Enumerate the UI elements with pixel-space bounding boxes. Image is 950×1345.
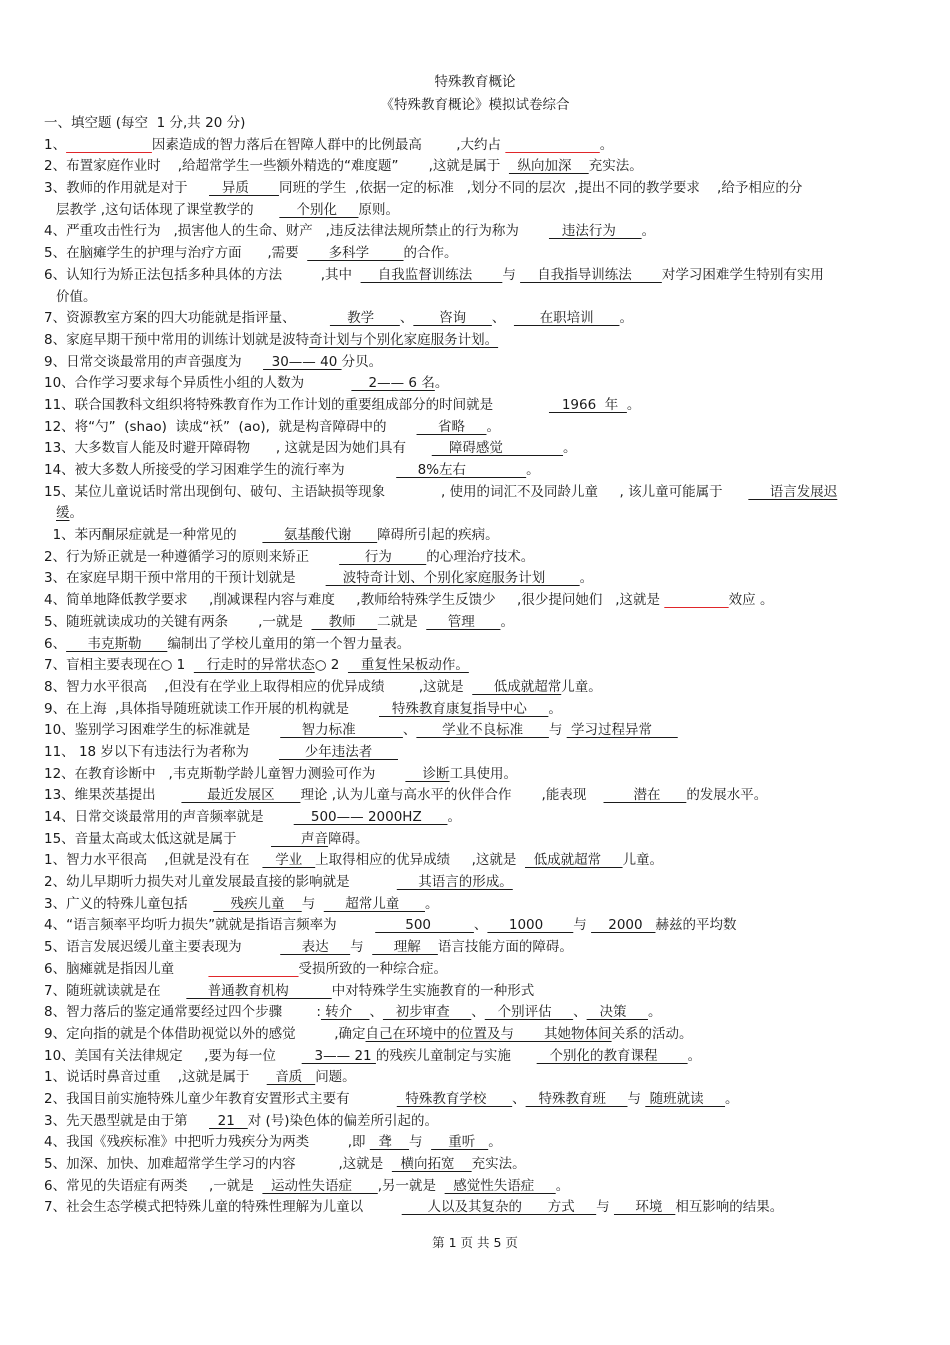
answer-fill: 波特奇计划、个别化家庭服务计划: [325, 570, 580, 587]
question-text: 10、美国有关法律规定 ,要为每一位: [44, 1047, 302, 1064]
answer-fill: 障碍感觉: [431, 440, 564, 457]
question-text: 层教学 ,这句话体现了课堂教学的: [56, 201, 280, 218]
question-text: 的发展水平。: [686, 787, 768, 804]
question-line: [44, 720, 914, 742]
answer-fill: 运动性失语症: [262, 1177, 378, 1194]
question-line: [44, 287, 914, 309]
answer-fill: 其语言的形成。: [396, 874, 513, 891]
question-text: 8、家庭早期干预中常用的训练计划就是波特: [44, 331, 310, 348]
question-text: 中对特殊学生实施教育的一种形式: [331, 982, 535, 999]
question-text: 相互影响的结果。: [675, 1199, 784, 1216]
question-text: 、: [512, 1090, 526, 1107]
blank-empty: [664, 592, 728, 608]
question-text: 。: [599, 136, 614, 153]
question-text: 10、合作学习要求每个异质性小组的人数为: [44, 375, 352, 392]
question-text: 工具使用。: [449, 765, 518, 782]
question-line: [44, 742, 914, 764]
answer-fill: 决策: [586, 1004, 648, 1021]
question-text: 。: [69, 505, 83, 522]
question-text: 儿童。: [622, 852, 664, 869]
answer-fill: 理解: [372, 939, 438, 956]
question-line: [44, 113, 914, 135]
question-text: 13、维果茨基提出: [44, 787, 182, 804]
answer-fill: 人以及其复杂的 方式: [401, 1199, 597, 1216]
question-text: 语言技能方面的障碍。: [437, 939, 573, 956]
question-text: 与: [596, 1199, 614, 1216]
question-text: 原则。: [358, 201, 399, 218]
question-text: ,另一就是: [377, 1177, 445, 1194]
question-text: 14、日常交谈最常用的声音频率就是: [44, 809, 294, 825]
answer-fill: 氨基酸代谢: [262, 527, 378, 544]
answer-fill: 学业: [262, 852, 316, 869]
question-text: 的残疾儿童制定与实施: [375, 1047, 537, 1064]
question-text: 。: [563, 440, 577, 457]
question-text: 1、智力水平很高 ,但就是没有在: [44, 852, 263, 869]
answer-fill: 学业不良标准: [416, 722, 549, 739]
question-text: 12、将“勺” (shao) 读成“袄” (ao), 就是构音障碍中的: [44, 418, 417, 435]
blank-empty: [66, 137, 152, 153]
question-line: [44, 612, 914, 634]
answer-fill: 少年违法者: [278, 743, 398, 760]
question-text: 。: [526, 462, 540, 478]
question-line: [44, 1089, 914, 1111]
question-text: 。: [447, 809, 461, 825]
answer-fill: 残疾儿童: [213, 895, 302, 912]
question-text: 。: [500, 613, 514, 630]
question-text: 。: [579, 570, 594, 587]
answer-fill: 重复性呆板动作。: [347, 657, 469, 674]
question-text: 理论 ,认为儿童与高水平的伙伴合作 ,能表现: [300, 787, 604, 804]
answer-fill: 重听: [431, 1134, 489, 1151]
question-text: 4、“语言频率平均听力损失”就就是指语言频率为: [44, 917, 376, 934]
answer-fill: 随班就读: [645, 1090, 726, 1107]
answer-fill: 咨询: [413, 310, 492, 327]
answer-fill: 普通教育机构: [186, 982, 332, 999]
question-text: 、: [573, 1004, 587, 1021]
question-line: [44, 655, 914, 677]
question-text: 1、说话时鼻音过重 ,这就是属于: [44, 1069, 267, 1086]
question-line: [44, 547, 914, 569]
blank-empty: [208, 961, 298, 977]
question-text: 3、教师的作用就是对于: [44, 180, 210, 197]
question-line: [44, 308, 914, 330]
question-text: 、: [471, 1004, 485, 1021]
question-text: 3、在家庭早期干预中常用的干预计划就是: [44, 570, 326, 587]
question-line: [44, 330, 914, 352]
answer-fill: 低成就超常: [525, 852, 623, 869]
answer-fill: 8%左右: [396, 462, 527, 478]
answer-fill: 低成就超常: [472, 678, 562, 695]
question-line: [44, 156, 914, 178]
question-line: [44, 677, 914, 699]
question-text: 6、: [44, 635, 67, 652]
answer-fill: 横向拓宽: [391, 1156, 472, 1172]
question-text: 二就是: [377, 613, 427, 630]
answer-fill: 个别评估: [484, 1004, 574, 1021]
question-text: 8、智力落后的鉴定通常要经过四个步骤 :: [44, 1004, 321, 1021]
question-text: 与: [502, 266, 521, 283]
question-line: [44, 807, 914, 829]
question-text: 5、在脑瘫学生的护理与治疗方面 ,需要: [44, 245, 308, 262]
question-line: [44, 503, 914, 525]
question-line: [44, 243, 914, 265]
answer-fill: 初步审查: [382, 1004, 472, 1021]
question-line: [44, 1067, 914, 1089]
question-text: 8、智力水平很高 ,但没有在学业上取得相应的优异成绩 ,这就是: [44, 678, 473, 695]
question-text: 12、在教育诊断中 ,韦克斯勒学龄儿童智力测验可作为: [44, 765, 406, 782]
answer-fill: 教师: [311, 613, 378, 630]
answer-fill: 行为: [339, 548, 427, 565]
question-line: [44, 872, 914, 894]
answer-fill: 自我监督训练法: [360, 266, 503, 283]
question-line: [44, 894, 914, 916]
answer-fill: 行走时的异常状态: [193, 657, 315, 674]
answer-fill: 2000: [591, 917, 656, 934]
answer-fill: 语言发展迟: [748, 483, 838, 500]
question-text: 。: [619, 310, 633, 327]
answer-fill: 学习过程异常: [566, 722, 678, 739]
question-text: 、: [402, 722, 417, 739]
question-text: 。: [488, 1134, 502, 1151]
question-line: [44, 460, 914, 482]
question-text: 充实法。: [588, 158, 643, 175]
question-text: 7、资源教室方案的四大功能就是指评量、: [44, 310, 330, 327]
answer-fill: 1000: [487, 917, 574, 934]
question-text: 与: [573, 917, 592, 934]
question-text: 2、我国目前实施特殊儿童少年教育安置形式主要有: [44, 1090, 397, 1107]
answer-fill: 纵向加深: [508, 158, 589, 175]
answer-fill: 特殊教育康复指导中心: [379, 700, 549, 717]
question-text: 对学习困难学生特别有实用: [661, 266, 824, 283]
question-text: 因素造成的智力落后在智障人群中的比例最高 ,大约占: [151, 136, 506, 153]
question-line: [44, 937, 914, 959]
question-line: [44, 1046, 914, 1068]
question-text: 。: [626, 396, 641, 413]
question-line: [44, 1111, 914, 1133]
question-text: 分贝。: [341, 353, 383, 370]
question-text: 4、简单地降低教学要求 ,削减课程内容与难度 ,教师给特殊学生反馈少 ,很少提问她们 ,这就是: [44, 592, 665, 609]
answer-fill: 在职培训: [513, 310, 620, 327]
answer-fill: 个别化: [279, 201, 359, 218]
question-text: 9、在上海 ,具体指导随班就读工作开展的机构就是: [44, 700, 380, 717]
answer-fill: 智力标准: [280, 722, 403, 739]
answer-fill: 自己在环境中的位置及与 其她物体间: [365, 1025, 612, 1042]
question-text: 3、先天愚型就是由于第: [44, 1112, 210, 1129]
page-footer: 第 1 页 共 5 页: [432, 1235, 518, 1250]
question-line: [44, 373, 914, 395]
question-line: [44, 568, 914, 590]
question-text: 。: [548, 700, 562, 717]
question-line: [44, 352, 914, 374]
question-text: 。: [434, 375, 449, 392]
answer-fill: 聋: [369, 1134, 410, 1151]
question-text: 10、鉴别学习困难学生的标准就是: [44, 722, 281, 739]
question-text: 充实法。: [471, 1156, 526, 1172]
question-text: 障碍。: [328, 830, 369, 847]
question-line: [44, 221, 914, 243]
answer-fill: 2—— 6 名: [351, 375, 435, 392]
question-text: 障碍所引起的疾病。: [377, 527, 499, 544]
answer-fill: 缓: [56, 505, 70, 522]
question-line: [44, 634, 914, 656]
question-line: [44, 850, 914, 872]
question-line: [44, 1024, 914, 1046]
answer-fill: 韦克斯勒: [66, 635, 168, 652]
question-text: 赫兹的平均数: [655, 917, 737, 934]
question-text: 6、脑瘫就是指因儿童: [44, 960, 209, 977]
question-text: 11、联合国教科文组织将特殊教育作为工作计划的重要组成部分的时间就是: [44, 396, 549, 413]
answer-fill: 诊断: [405, 765, 450, 782]
question-text: 。: [486, 418, 500, 435]
question-line: [44, 959, 914, 981]
question-text: 1、苯丙酮尿症就是一种常见的: [44, 527, 263, 544]
question-text: 。: [647, 1004, 662, 1021]
question-line: [44, 200, 914, 222]
question-text: 5、随班就读成功的关键有两条 ,一就是: [44, 613, 312, 630]
answer-fill: 奇计划与个别化家庭服务计划。: [309, 331, 499, 348]
question-text: 。: [641, 223, 656, 240]
answer-fill: 3—— 21: [301, 1047, 376, 1064]
answer-fill: 21: [209, 1112, 248, 1129]
answer-fill: 多科学: [307, 245, 404, 262]
answer-fill: 省略: [416, 418, 487, 435]
answer-fill: 教学: [329, 310, 400, 327]
question-text: 儿童。: [561, 678, 602, 695]
question-text: 6、常见的失语症有两类 ,一就是: [44, 1177, 263, 1194]
question-line: [44, 1197, 914, 1219]
question-text: 7、社会生态学模式把特殊儿童的特殊性理解为儿童以: [44, 1199, 402, 1216]
answer-fill: 1966 年: [548, 396, 627, 413]
question-text: 与: [627, 1090, 646, 1107]
answer-fill: 30—— 40: [263, 353, 342, 370]
question-line: [44, 1176, 914, 1198]
answer-fill: 感觉性失语症: [444, 1177, 556, 1194]
answer-fill: 违法行为: [548, 223, 642, 240]
question-line: [44, 1132, 914, 1154]
question-text: 问题。: [315, 1069, 356, 1086]
question-text: 15、某位儿童说话时常出现倒句、破句、主语缺损等现象 , 使用的词汇不及同龄儿童 , 该儿童可能属于: [44, 483, 749, 500]
question-text: 。: [725, 1090, 739, 1107]
answer-fill: 超常儿童: [323, 895, 425, 912]
question-text: 7、随班就读就是在: [44, 982, 187, 999]
question-text: 上取得相应的优异成绩 ,这就是: [315, 852, 526, 869]
question-text: 1、: [44, 136, 67, 153]
question-text: 与: [301, 895, 324, 912]
question-line: [44, 178, 914, 200]
question-text: 13、大多数盲人能及时避开障碍物 , 这就是因为她们具有: [44, 440, 432, 457]
question-line: [44, 981, 914, 1003]
question-text: 、: [399, 310, 414, 327]
answer-fill: 特殊教育学校: [396, 1090, 513, 1107]
document-subtitle: 《特殊教育概论》模拟试卷综合: [380, 97, 570, 113]
question-line: [44, 135, 914, 157]
answer-fill: 音质: [266, 1069, 316, 1086]
question-text: 与: [409, 1134, 432, 1151]
answer-fill: 管理: [426, 613, 501, 630]
question-line: [44, 438, 914, 460]
question-text: 4、严重攻击性行为 ,损害他人的生命、财产 ,违反法律法规所禁止的行为称为: [44, 223, 549, 240]
question-line: [44, 482, 914, 504]
answer-fill: 自我指导训练法: [520, 266, 662, 283]
question-text: 2、行为矫正就是一种遵循学习的原则来矫正: [44, 548, 340, 565]
question-text: 3、广义的特殊儿童包括: [44, 895, 214, 912]
question-text: 受损所致的一种综合症。: [298, 960, 448, 977]
question-text: 。: [425, 895, 439, 912]
question-line: [44, 785, 914, 807]
question-text: 15、音量太高或太低这就是属于: [44, 830, 272, 847]
answer-fill: 最近发展区: [181, 787, 301, 804]
question-text: 14、被大多数人所接受的学习困难学生的流行率为: [44, 462, 397, 478]
question-text: 编制出了学校儿童用的第一个智力量表。: [167, 635, 411, 652]
question-text: 与: [350, 939, 373, 956]
question-text: 、: [369, 1004, 383, 1021]
question-line: [44, 699, 914, 721]
question-line: [44, 395, 914, 417]
answer-fill: 转介: [320, 1004, 370, 1021]
answer-fill: 个别化的教育课程: [536, 1047, 688, 1064]
answer-fill: 表达: [280, 939, 351, 956]
answer-fill: 环境: [613, 1199, 676, 1216]
question-text: 6、认知行为矫正法包括多种具体的方法 ,其中: [44, 266, 361, 283]
question-text: 5、语言发展迟缓儿童主要表现为: [44, 939, 281, 956]
question-text: 同班的学生 ,依据一定的标准 ,划分不同的层次 ,提出不同的教学要求 ,给予相应的分: [278, 180, 803, 197]
question-line: [44, 1154, 914, 1176]
question-text: 关系的活动。: [611, 1025, 693, 1042]
blank-empty: [505, 137, 599, 153]
question-text: 2、幼儿早期听力损失对儿童发展最直接的影响就是: [44, 874, 397, 891]
question-text: 价值。: [56, 288, 97, 305]
question-text: 。: [687, 1047, 702, 1064]
answer-fill: 500: [375, 917, 474, 934]
question-text: 对 (号)染色体的偏差所引起的。: [247, 1112, 439, 1129]
question-line: [44, 764, 914, 786]
answer-fill: 特殊教育班: [525, 1090, 628, 1107]
question-text: 7、盲相主要表现在○ 1: [44, 657, 194, 674]
document-title: 特殊教育概论: [434, 74, 516, 90]
question-line: [44, 1002, 914, 1024]
question-text: 4、我国《残疾标准》中把听力残疾分为两类 ,即: [44, 1134, 370, 1151]
question-text: ○ 2: [314, 657, 348, 674]
question-text: 与: [548, 722, 567, 739]
question-line: [44, 915, 914, 937]
answer-fill: 异质: [209, 180, 279, 197]
question-text: 9、日常交谈最常用的声音强度为: [44, 353, 264, 370]
question-text: 。: [555, 1177, 570, 1194]
answer-fill: 声音: [271, 830, 329, 847]
answer-fill: 500—— 2000HZ: [293, 809, 448, 825]
question-line: [44, 829, 914, 851]
question-line: [44, 590, 914, 612]
question-list: [44, 113, 914, 1219]
question-text: 一、填空题 (每空 1 分,共 20 分): [44, 115, 246, 131]
question-line: [44, 417, 914, 439]
question-text: 的心理治疗技术。: [426, 548, 535, 565]
question-line: [44, 265, 914, 287]
question-text: 的合作。: [403, 245, 458, 262]
question-text: 11、 18 岁以下有违法行为者称为: [44, 743, 279, 760]
answer-fill: 潜在: [603, 787, 687, 804]
question-text: 、: [491, 310, 514, 327]
question-text: 2、布置家庭作业时 ,给超常学生一些额外精选的“难度题” ,这就是属于: [44, 158, 509, 175]
question-line: [44, 525, 914, 547]
question-text: 5、加深、加快、加难超常学生学习的内容 ,这就是: [44, 1156, 392, 1172]
question-text: 9、定向指的就是个体借助视觉以外的感觉 ,确定: [44, 1025, 366, 1042]
question-text: 、: [473, 917, 488, 934]
question-text: 效应 。: [728, 592, 774, 609]
